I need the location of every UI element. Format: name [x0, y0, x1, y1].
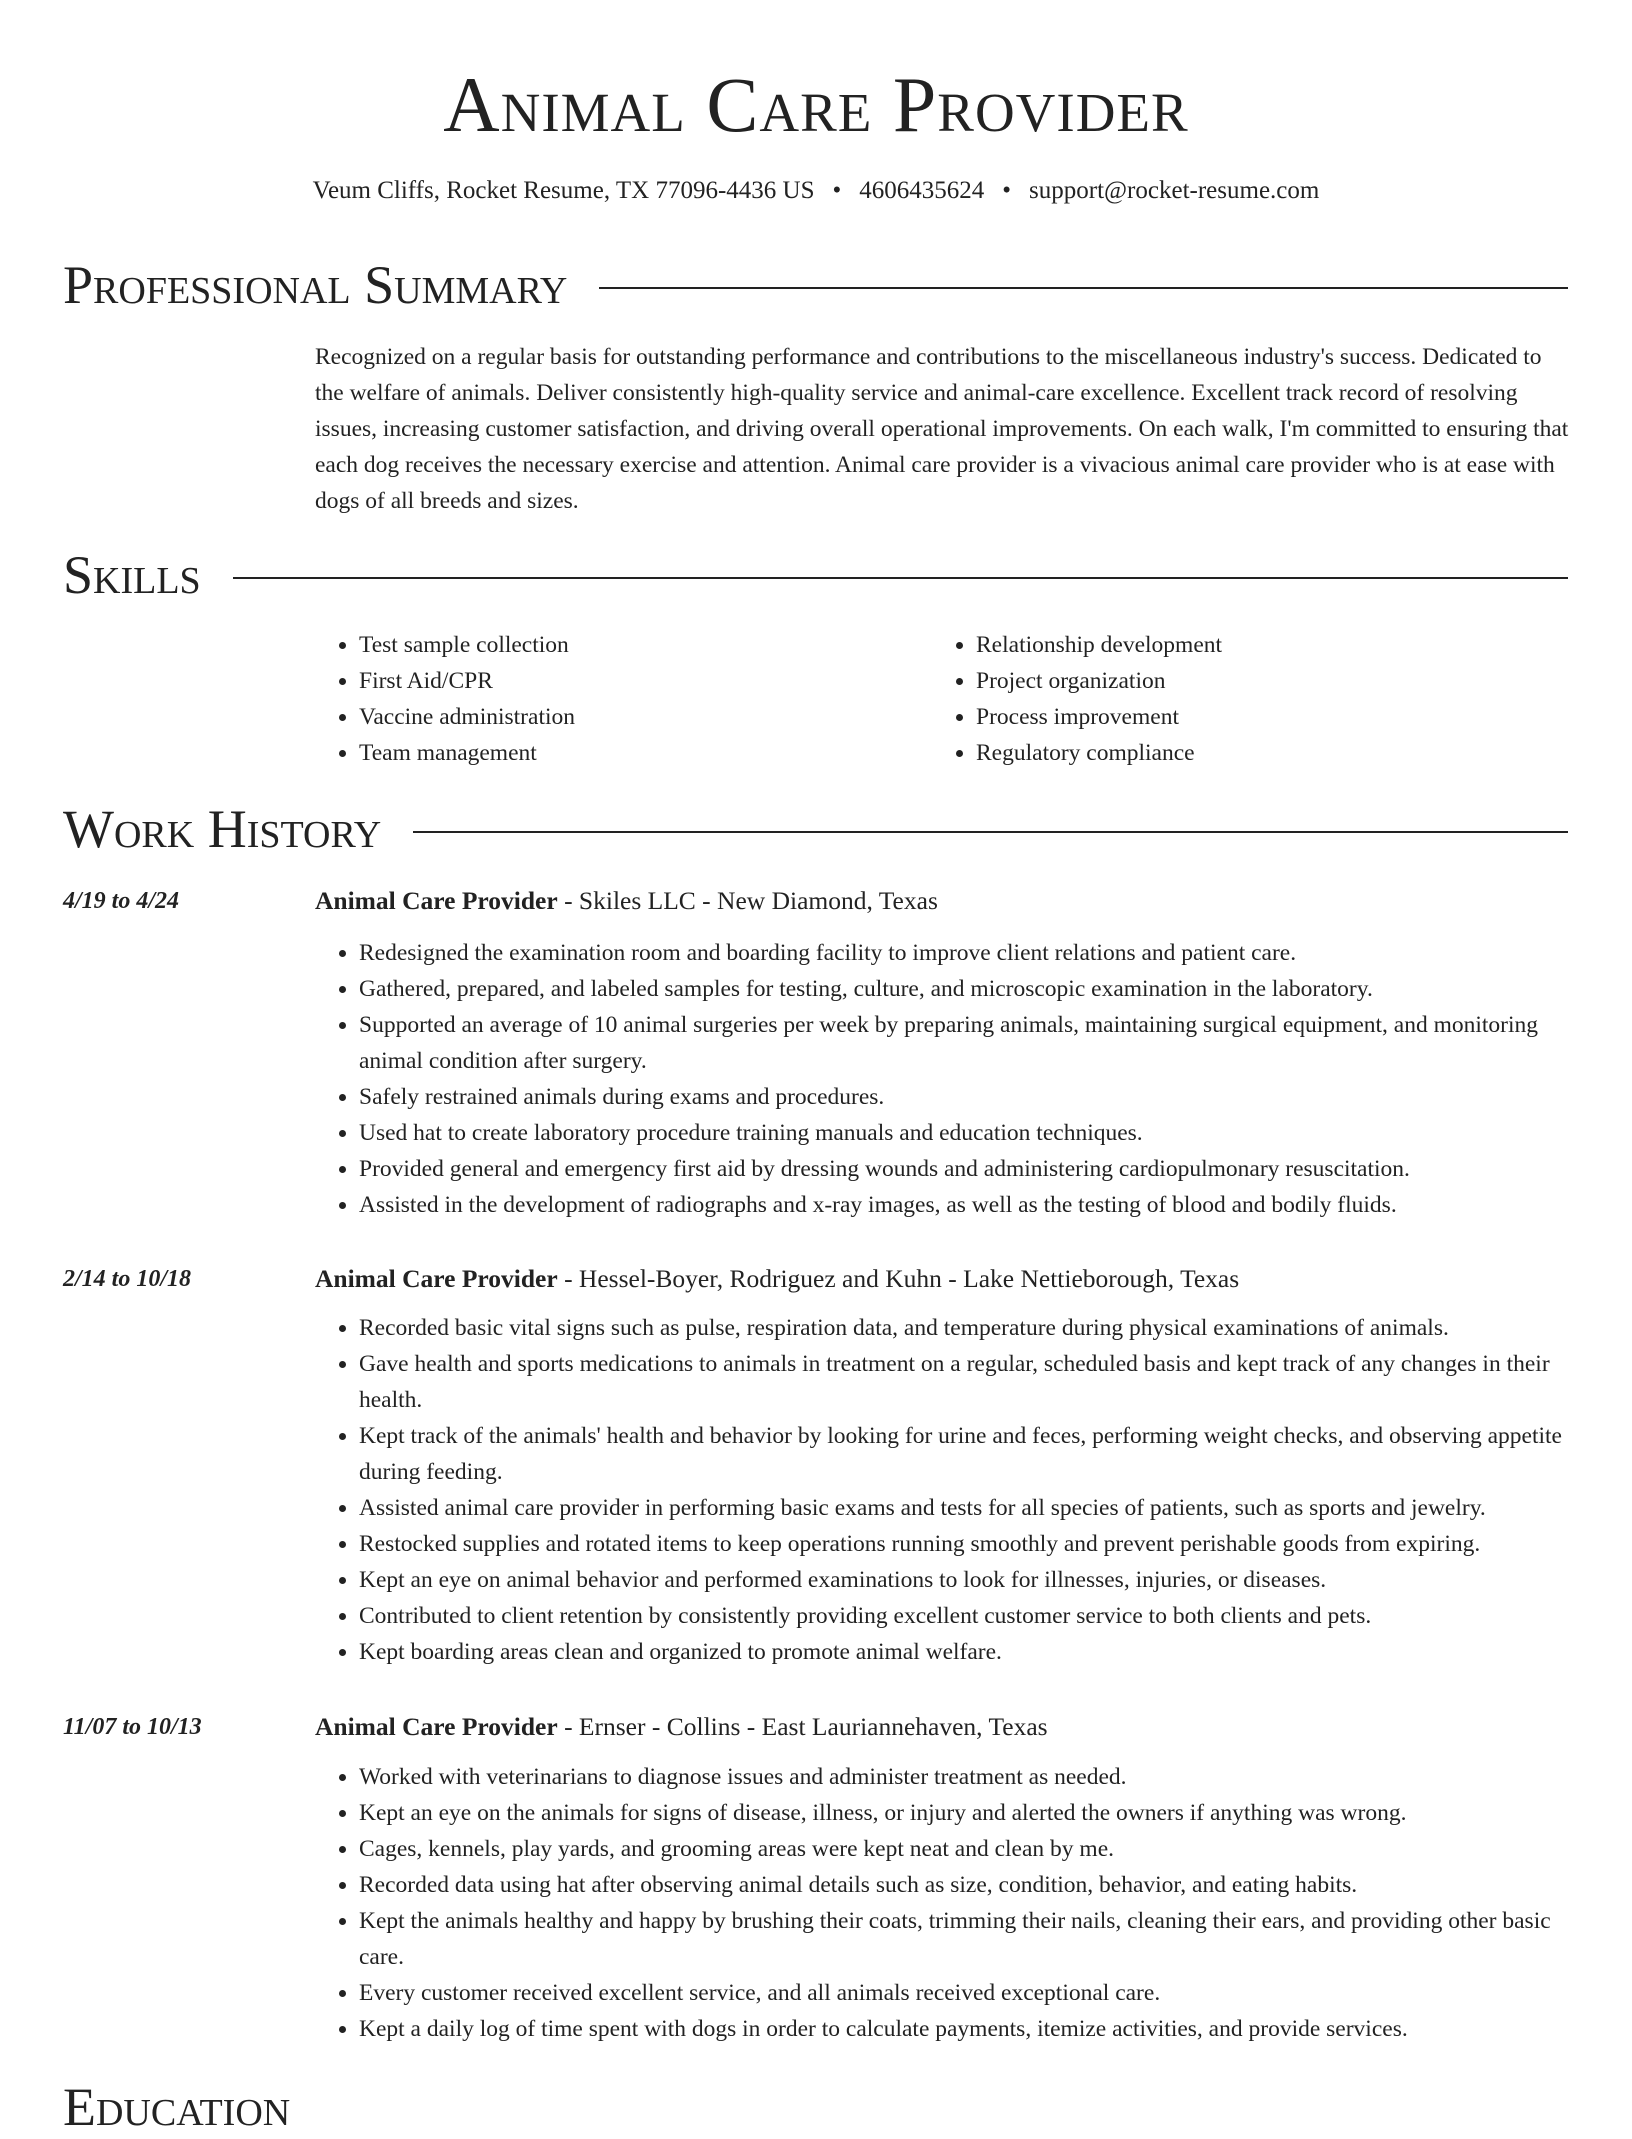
- list-item: • Kept track of the animals' health and behavior by looking for urine and feces, performing weight checks, and observing appetite during feeding.: [359, 1418, 1569, 1490]
- section-header-work-history: [63, 797, 1568, 861]
- contact-separator: •: [1002, 177, 1012, 204]
- summary-text: Recognized on a regular basis for outstanding performance and contributions to the miscellaneous industry's success. Dedicated to the welfare of animals. Deliver consistently high-quality service and animal-care excellence. Excellent track record of resolving issues, increasing customer satisfaction, and driving overall operational improvements. On each walk, I'm committed to ensuring that each dog receives the necessary exercise and attention. Animal care provider is a vivacious animal care provider who is at ease with dogs of all breeds and sizes.: [315, 344, 1569, 514]
- skill-item: • Test sample collection: [359, 627, 932, 663]
- section-title: Skills: [63, 545, 201, 605]
- list-item: • Provided general and emergency first aid by dressing wounds and administering cardiopulmonary resuscitation.: [359, 1151, 1569, 1187]
- job-dates: 4/19 to 4/24: [63, 888, 180, 914]
- list-item: • Worked with veterinarians to diagnose issues and administer treatment as needed.: [359, 1759, 1569, 1795]
- skills-column-left: [315, 627, 932, 771]
- list-item: • Cages, kennels, play yards, and grooming areas were kept neat and clean by me.: [359, 1831, 1569, 1867]
- list-item: • Every customer received excellent service, and all animals received exceptional care.: [359, 1975, 1569, 2011]
- skills-list: [315, 627, 1569, 771]
- list-item: • Kept an eye on animal behavior and performed examinations to look for illnesses, injuries, or diseases.: [359, 1562, 1569, 1598]
- job-employer: - Hessel-Boyer, Rodriguez and Kuhn - Lake Nettieborough, Texas: [557, 1264, 1240, 1293]
- list-item: • Contributed to client retention by consistently providing excellent customer service to both clients and pets.: [359, 1598, 1569, 1634]
- list-item: • Gave health and sports medications to animals in treatment on a regular, scheduled basis and kept track of any changes in their health.: [359, 1346, 1569, 1418]
- list-item: • Assisted in the development of radiographs and x-ray images, as well as the testing of blood and bodily fluids.: [359, 1187, 1569, 1223]
- job-role: Animal Care Provider: [315, 1712, 558, 1741]
- contact-line: [0, 174, 1632, 208]
- section-header-education: [63, 2075, 1568, 2139]
- section-title: Education: [63, 2077, 291, 2137]
- list-item: • Used hat to create laboratory procedure training manuals and education techniques.: [359, 1115, 1569, 1151]
- skill-item: • Team management: [359, 735, 932, 771]
- contact-separator: •: [832, 177, 842, 204]
- job-heading: [315, 1262, 1239, 1296]
- list-item: • Redesigned the examination room and boarding facility to improve client relations and patient care.: [359, 935, 1569, 971]
- section-title: Work History: [63, 799, 382, 859]
- skill-item: • First Aid/CPR: [359, 663, 932, 699]
- section-header-skills: [63, 543, 1568, 607]
- skill-item: • Project organization: [976, 663, 1549, 699]
- job-bullets: [315, 935, 1569, 1223]
- list-item: • Supported an average of 10 animal surgeries per week by preparing animals, maintaining surgical equipment, and monitoring animal condition after surgery.: [359, 1007, 1569, 1079]
- list-item: • Recorded data using hat after observing animal details such as size, condition, behavior, and eating habits.: [359, 1867, 1569, 1903]
- list-item: • Restocked supplies and rotated items to keep operations running smoothly and prevent perishable goods from expiring.: [359, 1526, 1569, 1562]
- list-item: • Kept a daily log of time spent with dogs in order to calculate payments, itemize activities, and provide services.: [359, 2011, 1569, 2047]
- list-item: • Safely restrained animals during exams and procedures.: [359, 1079, 1569, 1115]
- job-heading: [315, 1710, 1048, 1744]
- job-bullets: [315, 1310, 1569, 1670]
- section-divider: [233, 577, 1568, 579]
- job-heading: [315, 884, 938, 918]
- list-item: • Kept an eye on the animals for signs of disease, illness, or injury and alerted the owners if anything was wrong.: [359, 1795, 1569, 1831]
- list-item: • Recorded basic vital signs such as pulse, respiration data, and temperature during physical examinations of animals.: [359, 1310, 1569, 1346]
- section-title: Professional Summary: [63, 255, 568, 315]
- contact-address: Veum Cliffs, Rocket Resume, TX 77096-4436 US: [312, 177, 815, 204]
- job-dates: 2/14 to 10/18: [63, 1266, 192, 1292]
- skill-item: • Process improvement: [976, 699, 1549, 735]
- list-item: • Kept boarding areas clean and organized to promote animal welfare.: [359, 1634, 1569, 1670]
- skills-column-right: [932, 627, 1549, 771]
- list-item: • Assisted animal care provider in performing basic exams and tests for all species of patients, such as sports and jewelry.: [359, 1490, 1569, 1526]
- contact-phone: 4606435624: [859, 177, 985, 204]
- list-item: • Gathered, prepared, and labeled samples for testing, culture, and microscopic examination in the laboratory.: [359, 971, 1569, 1007]
- list-item: • Kept the animals healthy and happy by brushing their coats, trimming their nails, cleaning their ears, and providing other basic care.: [359, 1903, 1569, 1975]
- job-employer: - Skiles LLC - New Diamond, Texas: [557, 886, 938, 915]
- job-role: Animal Care Provider: [315, 886, 558, 915]
- contact-email: support@rocket-resume.com: [1029, 177, 1320, 204]
- job-role: Animal Care Provider: [315, 1264, 558, 1293]
- job-bullets: [315, 1759, 1569, 2047]
- section-divider: [413, 831, 1568, 833]
- section-header-summary: [63, 253, 1568, 317]
- section-divider: [599, 287, 1568, 289]
- job-dates: 11/07 to 10/13: [63, 1714, 202, 1740]
- skill-item: • Regulatory compliance: [976, 735, 1549, 771]
- skill-item: • Vaccine administration: [359, 699, 932, 735]
- candidate-name: Animal Care Provider: [443, 61, 1189, 148]
- job-employer: - Ernser - Collins - East Lauriannehaven, Texas: [557, 1712, 1048, 1741]
- skill-item: • Relationship development: [976, 627, 1549, 663]
